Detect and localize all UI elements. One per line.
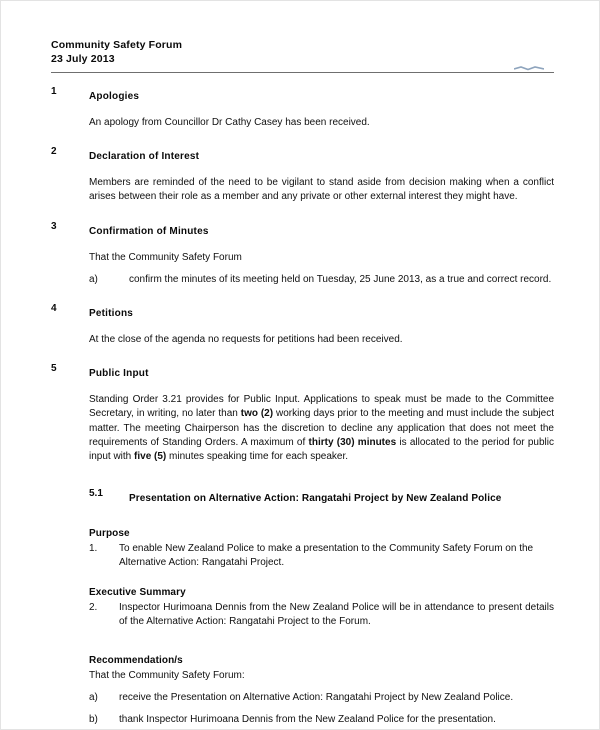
public-input-text-1: Standing Order 3.21 provides for Public Input. Applications to speak must be made to the Committee Secretary, in writing, no later than	[89, 394, 554, 420]
list-item-text: confirm the minutes of its meeting held on Tuesday, 25 June 2013, as a true and correct record.	[129, 273, 552, 285]
recommendation-item	[89, 691, 554, 705]
executive-summary-item-marker: 2.	[89, 601, 98, 613]
section-heading-row	[51, 303, 554, 321]
list-marker: a)	[89, 273, 98, 285]
section-body: At the close of the agenda no requests for petitions had been received.	[89, 334, 403, 346]
purpose-label: Purpose	[89, 528, 130, 540]
section-apologies	[51, 86, 554, 130]
public-input-paragraph	[89, 393, 554, 464]
recommendation-marker: a)	[89, 692, 98, 704]
executive-summary-item-text: Inspector Hurimoana Dennis from the New Zealand Police will be in attendance to present details of the Alternative Action: Rangatahi Project to the Forum.	[119, 601, 554, 627]
section-number: 3	[51, 220, 57, 232]
section-heading-row	[51, 146, 554, 164]
recommendation-item	[89, 713, 554, 727]
subsection-title: Presentation on Alternative Action: Rangatahi Project by New Zealand Police	[129, 493, 502, 505]
section-title: Petitions	[89, 308, 134, 320]
section-title: Declaration of Interest	[89, 151, 200, 163]
recommendation-marker: b)	[89, 714, 98, 726]
document-body	[51, 39, 554, 728]
section-intro: That the Community Safety Forum	[89, 251, 242, 263]
header-divider	[51, 72, 554, 73]
public-input-bold-1: two (2)	[240, 408, 274, 420]
section-number: 5	[51, 363, 57, 375]
public-input-bold-2: thirty (30) minutes	[308, 436, 397, 448]
section-heading-row	[51, 86, 554, 104]
section-heading-row	[51, 221, 554, 239]
subsection-number: 5.1	[89, 488, 103, 500]
section-petitions	[51, 303, 554, 347]
recommendations-label: Recommendation/s	[89, 655, 183, 667]
section-confirmation-of-minutes	[51, 221, 554, 287]
public-input-text-3: is allocated to the period for public input with	[89, 436, 554, 463]
list-item	[89, 273, 554, 287]
document-header	[51, 39, 554, 66]
subsection-heading-row	[89, 488, 554, 506]
section-body: Members are reminded of the need to be vigilant to stand aside from decision making when a conflict arises between their role as a member and any private or other external interest they might have.	[89, 177, 554, 203]
subsection-presentation	[89, 488, 554, 727]
section-title: Apologies	[89, 91, 140, 102]
purpose-item	[89, 542, 554, 570]
header-rule-area	[51, 66, 554, 76]
squiggle-mark-icon	[514, 66, 544, 71]
recommendation-text: receive the Presentation on Alternative Action: Rangatahi Project by New Zealand Police.	[119, 692, 514, 704]
section-heading-row	[51, 363, 554, 381]
recommendations-intro: That the Community Safety Forum:	[89, 670, 245, 682]
section-number: 1	[51, 86, 57, 97]
purpose-item-text: To enable New Zealand Police to make a presentation to the Community Safety Forum on the Alternative Action: Rangatahi Project.	[119, 543, 534, 569]
public-input-bold-3: five (5)	[134, 451, 167, 463]
public-input-text-4: minutes speaking time for each speaker.	[166, 451, 349, 463]
section-body: An apology from Councillor Dr Cathy Casey has been received.	[89, 117, 370, 128]
executive-summary-item	[89, 601, 554, 629]
executive-summary-label: Executive Summary	[89, 586, 186, 598]
section-title: Confirmation of Minutes	[89, 225, 209, 237]
header-title: Community Safety Forum	[51, 39, 183, 51]
header-date: 23 July 2013	[51, 52, 115, 65]
recommendation-text: thank Inspector Hurimoana Dennis from the New Zealand Police for the presentation.	[119, 714, 496, 726]
purpose-item-marker: 1.	[89, 543, 98, 555]
public-input-text-2: working days prior to the meeting and must include the subject matter. The meeting Chairperson has the discretion to decline any application that does not meet the requirements of Standing Orders. A maximum of	[89, 408, 555, 448]
section-declaration-of-interest	[51, 146, 554, 204]
section-public-input	[51, 363, 554, 464]
section-number: 4	[51, 303, 57, 315]
section-number: 2	[51, 146, 57, 158]
section-title: Public Input	[89, 368, 149, 380]
